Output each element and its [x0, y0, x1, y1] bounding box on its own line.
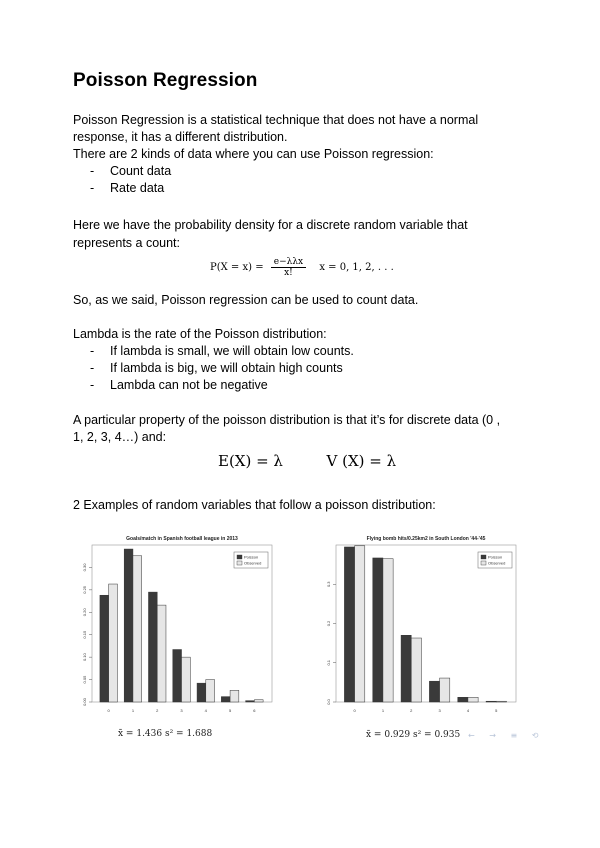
x-tick-label: 5: [495, 708, 498, 713]
goals-chart-svg: [72, 530, 282, 730]
variance-formula: V (X) = λ: [326, 452, 397, 470]
intro-line-1: Poisson Regression is a statistical technique that does not have a normal: [73, 113, 479, 127]
density-line-2: represents a count:: [73, 236, 181, 250]
bar-poisson: [486, 701, 496, 702]
list-item: - Rate data: [90, 180, 171, 197]
bar-poisson: [344, 547, 354, 702]
bar-observed: [468, 697, 478, 702]
examples-line: 2 Examples of random variables that follow a poisson distribution:: [73, 498, 436, 512]
legend-swatch: [237, 555, 242, 559]
legend-swatch: [481, 561, 486, 565]
bar-poisson: [458, 697, 468, 702]
bar-observed: [355, 546, 365, 702]
kinds-list: [90, 163, 171, 197]
bar-poisson: [197, 683, 206, 702]
pmf-denominator: x!: [284, 268, 293, 278]
bar-poisson: [246, 701, 255, 702]
property-line-1: A particular property of the poisson distribution is that it’s for discrete data (0 ,: [73, 413, 501, 427]
bomb-chart-svg: [316, 530, 526, 730]
x-tick-label: 4: [204, 708, 207, 713]
y-tick-label: 0.15: [82, 630, 87, 639]
bar-observed: [182, 657, 191, 702]
y-tick-label: 0.20: [82, 608, 87, 617]
bar-observed: [157, 605, 166, 702]
y-tick-label: 0.30: [82, 563, 87, 572]
right-stats: x̄ = 0.929 s² = 0.935: [366, 730, 461, 740]
so-line: So, as we said, Poisson regression can be used to count data.: [73, 293, 419, 307]
bar-poisson: [148, 592, 157, 702]
bar-poisson: [173, 650, 182, 702]
legend-label: Poisson: [244, 554, 259, 560]
page-title: Poisson Regression: [73, 70, 258, 91]
lambda-intro: Lambda is the rate of the Poisson distribution:: [73, 327, 327, 341]
left-stats: x̄ = 1.436 s² = 1.688: [118, 729, 213, 739]
bar-observed: [411, 638, 421, 702]
mean-formula: E(X) = λ: [218, 452, 283, 470]
bar-observed: [133, 556, 142, 702]
moments-formula: [218, 452, 396, 470]
x-tick-label: 5: [228, 708, 232, 713]
legend-label: Poisson: [488, 554, 503, 560]
x-tick-label: 1: [131, 708, 135, 713]
x-tick-label: 2: [156, 708, 159, 713]
y-tick-label: 0.0: [326, 699, 331, 705]
x-tick-label: 1: [381, 708, 385, 713]
bar-observed: [440, 678, 450, 702]
list-item: - If lambda is small, we will obtain low counts.: [90, 343, 354, 360]
pmf-numerator: e−λλx: [271, 257, 306, 268]
pmf-lhs: P(X = x) =: [210, 262, 264, 273]
intro-line-2: response, it has a different distribution.: [73, 130, 288, 144]
bar-observed: [109, 584, 118, 702]
bar-observed: [383, 559, 393, 702]
bar-poisson: [373, 558, 383, 702]
legend-label: Observed: [488, 560, 506, 566]
x-tick-label: 2: [410, 708, 413, 713]
bar-observed: [206, 680, 215, 702]
y-tick-label: 0.10: [82, 653, 87, 662]
density-line-1: Here we have the probability density for a discrete random variable that: [73, 218, 468, 232]
chart-title: Flying bomb hits/0.25km2 in South London '44-'45: [366, 536, 486, 542]
list-item: - Lambda can not be negative: [90, 377, 354, 394]
x-tick-label: 4: [466, 708, 470, 713]
y-tick-label: 0.1: [326, 659, 331, 666]
legend-swatch: [481, 555, 486, 559]
property-line-2: 1, 2, 3, 4…) and:: [73, 430, 167, 444]
bomb-chart: [316, 530, 526, 735]
list-item: - If lambda is big, we will obtain high counts: [90, 360, 354, 377]
bar-poisson: [100, 595, 109, 702]
goals-chart: [72, 530, 282, 735]
y-tick-label: 0.3: [326, 581, 331, 588]
y-tick-label: 0.2: [326, 620, 331, 627]
bar-poisson: [221, 697, 230, 702]
pmf-fraction: [271, 257, 306, 278]
legend-swatch: [237, 561, 242, 565]
chart-title: Goals/match in Spanish football league in 2013: [126, 536, 238, 542]
y-tick-label: 0.00: [82, 698, 87, 706]
lambda-list: [90, 343, 354, 394]
bar-poisson: [124, 549, 133, 702]
pmf-formula: [210, 257, 394, 278]
bar-poisson: [429, 681, 439, 702]
pmf-domain: x = 0, 1, 2, . . .: [319, 262, 394, 273]
y-tick-label: 0.05: [82, 675, 87, 684]
x-tick-label: 6: [253, 708, 256, 713]
bar-observed: [496, 701, 506, 702]
bar-observed: [230, 690, 239, 702]
list-item: - Count data: [90, 163, 171, 180]
x-tick-label: 0: [353, 708, 356, 713]
x-tick-label: 3: [180, 708, 183, 713]
x-tick-label: 3: [438, 708, 441, 713]
bar-poisson: [401, 635, 411, 702]
intro-line-3: There are 2 kinds of data where you can use Poisson regression:: [73, 147, 434, 161]
y-tick-label: 0.25: [82, 585, 87, 594]
navigation-marks: ← → ≡ ⟲: [468, 731, 545, 740]
bar-observed: [254, 700, 263, 702]
legend-label: Observed: [244, 560, 262, 566]
x-tick-label: 0: [107, 708, 110, 713]
